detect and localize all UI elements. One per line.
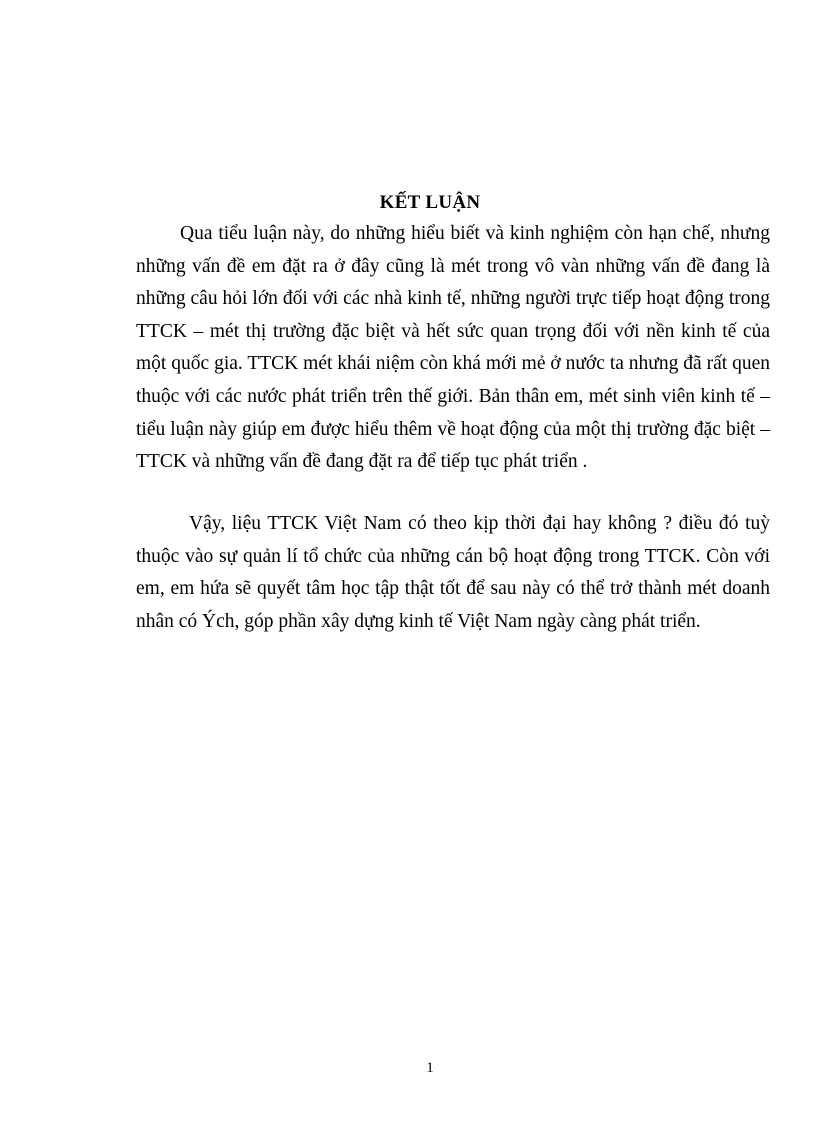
paragraph-1: Qua tiểu luận này, do những hiểu biết và kinh nghiệm còn hạn chế, nhưng những vấn đề em đặt ra ở đây cũng là mét trong vô vàn những vấn đề đang là những câu hỏi lớn đối với các nhà kinh tế, những người trực tiếp hoạt động trong TTCK – mét thị trường đặc biệt và hết sức quan trọng đối với nền kinh tế của một quốc gia. TTCK mét khái niệm còn khá mới mẻ ở nước ta nhưng đã rất quen thuộc với các nước phát triển trên thế giới. Bản thân em, mét sinh viên kinh tế – tiểu luận này giúp em được hiểu thêm về hoạt động của một thị trường đặc biệt –TTCK và những vấn đề đang đặt ra để tiếp tục phát triển . bbox=[136, 223, 770, 473]
section-heading: KẾT LUẬN bbox=[379, 192, 481, 213]
paragraph-2: Vậy, liệu TTCK Việt Nam có theo kịp thời đại hay không ? điều đó tuỳ thuộc vào sự quản lí tổ chức của những cán bộ hoạt động trong TTCK. Còn với em, em hứa sẽ quyết tâm học tập thật tốt để sau này có thể trở thành mét doanh nhân có Ých, góp phần xây dựng kinh tế Việt Nam ngày càng phát triển. bbox=[136, 513, 770, 632]
page-number: 1 bbox=[426, 1060, 434, 1076]
